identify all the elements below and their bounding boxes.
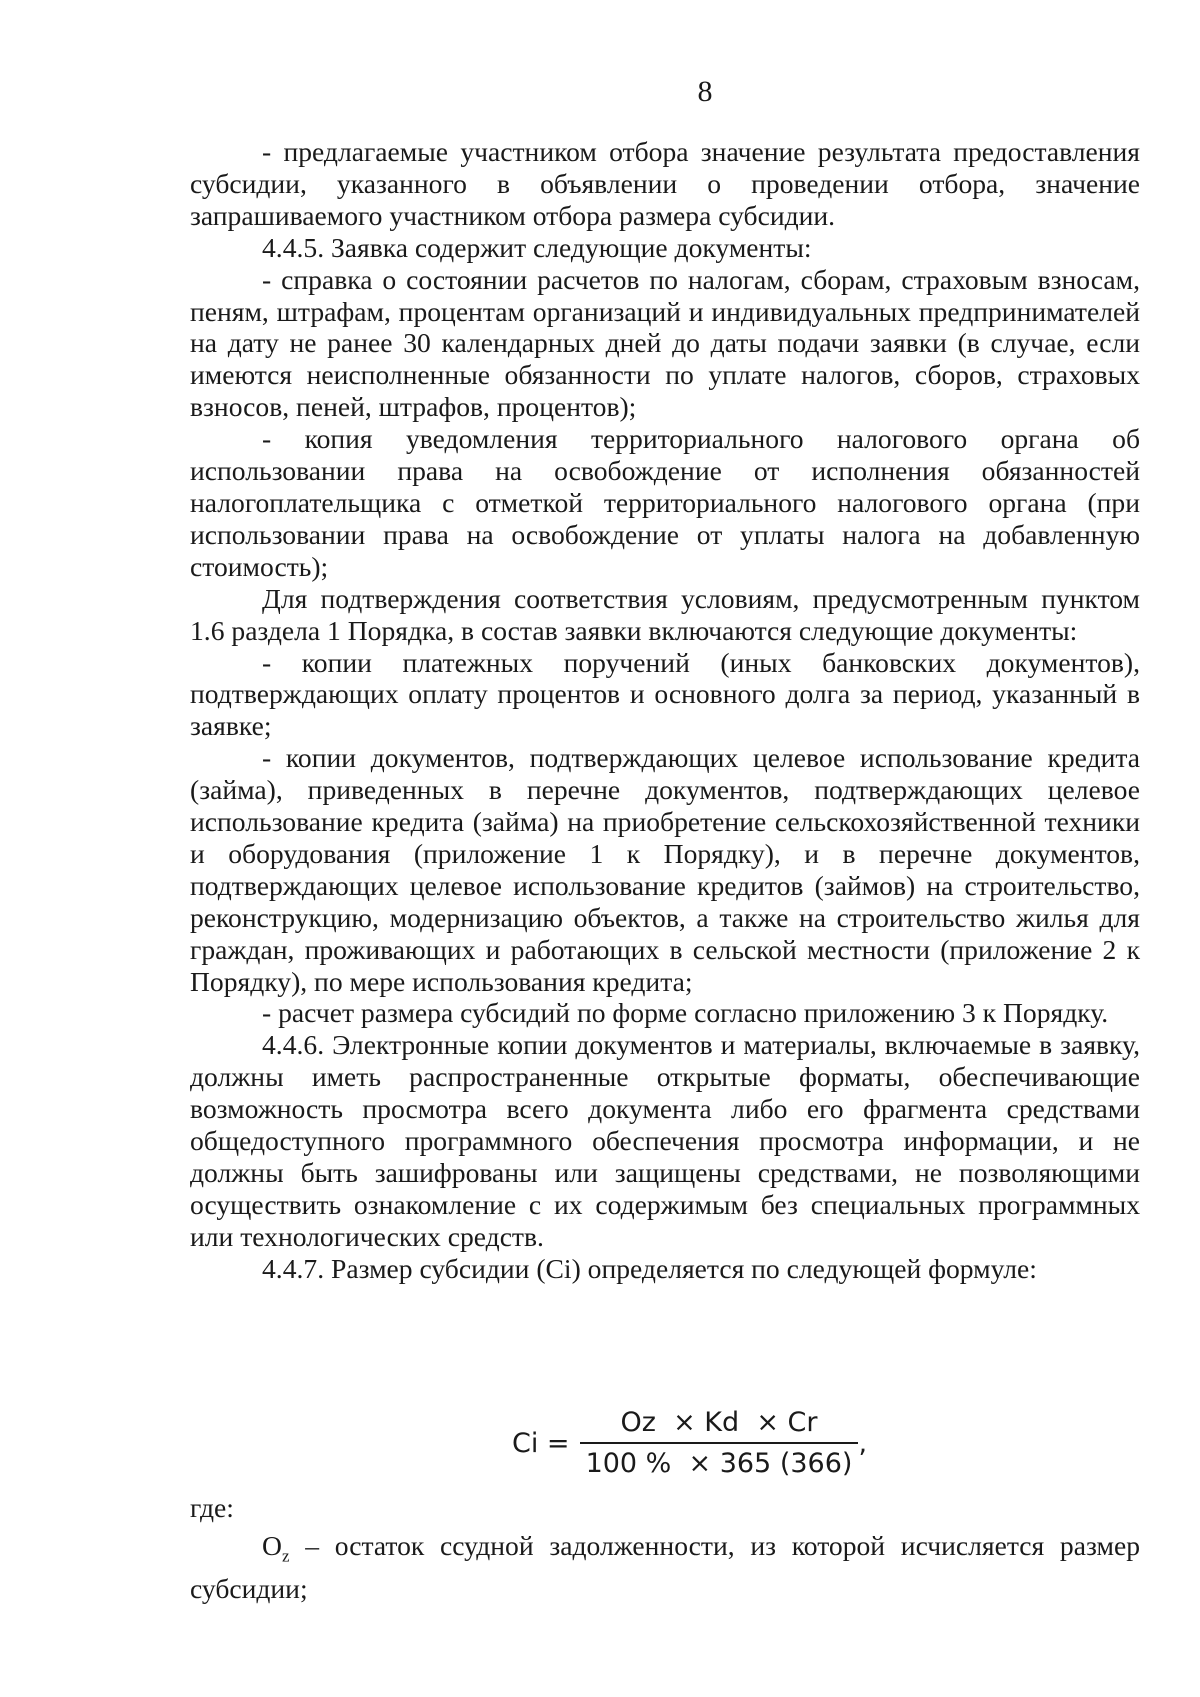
subsidy-formula <box>512 1395 867 1491</box>
formula-denominator: 100 % × 365 (366) <box>585 1448 853 1479</box>
definition-symbol-subscript: z <box>281 1546 290 1566</box>
definition-oz <box>190 1530 1140 1605</box>
paragraph: - копии документов, подтверждающих целевое использование кредита (займа), приведенных в перечне документов, подтверждающих целевое использование кредита (займа) на приобретение сельскохозяйственной техники и оборудования (приложение 1 к Порядку), и в перечне документов, подтверждающих целевое использование кредитов (займов) на строительство, реконструкцию, модернизацию объектов, а также на строительство жилья для граждан, проживающих и работающих в сельской местности (приложение 2 к Порядку), по мере использования кредита; <box>190 742 1140 997</box>
paragraph: - копия уведомления территориального налогового органа об использовании права на освобождение от исполнения обязанностей налогоплательщика с отметкой территориального налогового органа (при использовании права на освобождение от уплаты налога на добавленную стоимость); <box>190 423 1140 582</box>
paragraph: 4.4.6. Электронные копии документов и материалы, включаемые в заявку, должны иметь распространенные открытые форматы, обеспечивающие возможность просмотра всего документа либо его фрагмента средствами общедоступного программного обеспечения просмотра информации, и не должны быть зашифрованы или защищены средствами, не позволяющими осуществить ознакомление с их содержимым без специальных программных или технологических средств. <box>190 1029 1140 1252</box>
paragraph: Для подтверждения соответствия условиям, предусмотренным пунктом 1.6 раздела 1 Порядка, в состав заявки включаются следующие документы: <box>190 582 1140 646</box>
paragraph: - копии платежных поручений (иных банковских документов), подтверждающих оплату процентов и основного долга за период, указанный в заявке; <box>190 646 1140 742</box>
page-number: 8 <box>697 75 713 108</box>
paragraph: - расчет размера субсидий по форме согласно приложению 3 к Порядку. <box>262 997 1109 1029</box>
formula-explanation <box>190 1492 1140 1605</box>
paragraph: 4.4.7. Размер субсидии (Ci) определяется по следующей формуле: <box>262 1252 1037 1284</box>
paragraph: - справка о состоянии расчетов по налогам, сборам, страховым взносам, пеням, штрафам, процентам организаций и индивидуальных предпринимателей на дату не ранее 30 календарных дней до даты подачи заявки (в случае, если имеются неисполненные обязанности по уплате налогов, сборов, страховых взносов, пеней, штрафов, процентов); <box>190 263 1140 423</box>
paragraph: 4.4.5. Заявка содержит следующие документы: <box>262 231 812 263</box>
where-label: где: <box>190 1492 234 1523</box>
formula-lhs: Ci = <box>512 1427 570 1459</box>
definition-symbol: O <box>262 1530 282 1561</box>
paragraph: - предлагаемые участником отбора значение результата предоставления субсидии, указанного в объявлении о проведении отбора, значение запрашиваемого участником отбора размера субсидии. <box>190 136 1140 231</box>
formula-tail: , <box>858 1427 868 1459</box>
formula-fraction <box>580 1407 859 1479</box>
definition-text: – остаток ссудной задолженности, из которой исчисляется размер субсидии; <box>190 1530 1140 1604</box>
formula-numerator: Oz × Kd × Cr <box>620 1407 818 1438</box>
document-body <box>190 136 1140 1285</box>
